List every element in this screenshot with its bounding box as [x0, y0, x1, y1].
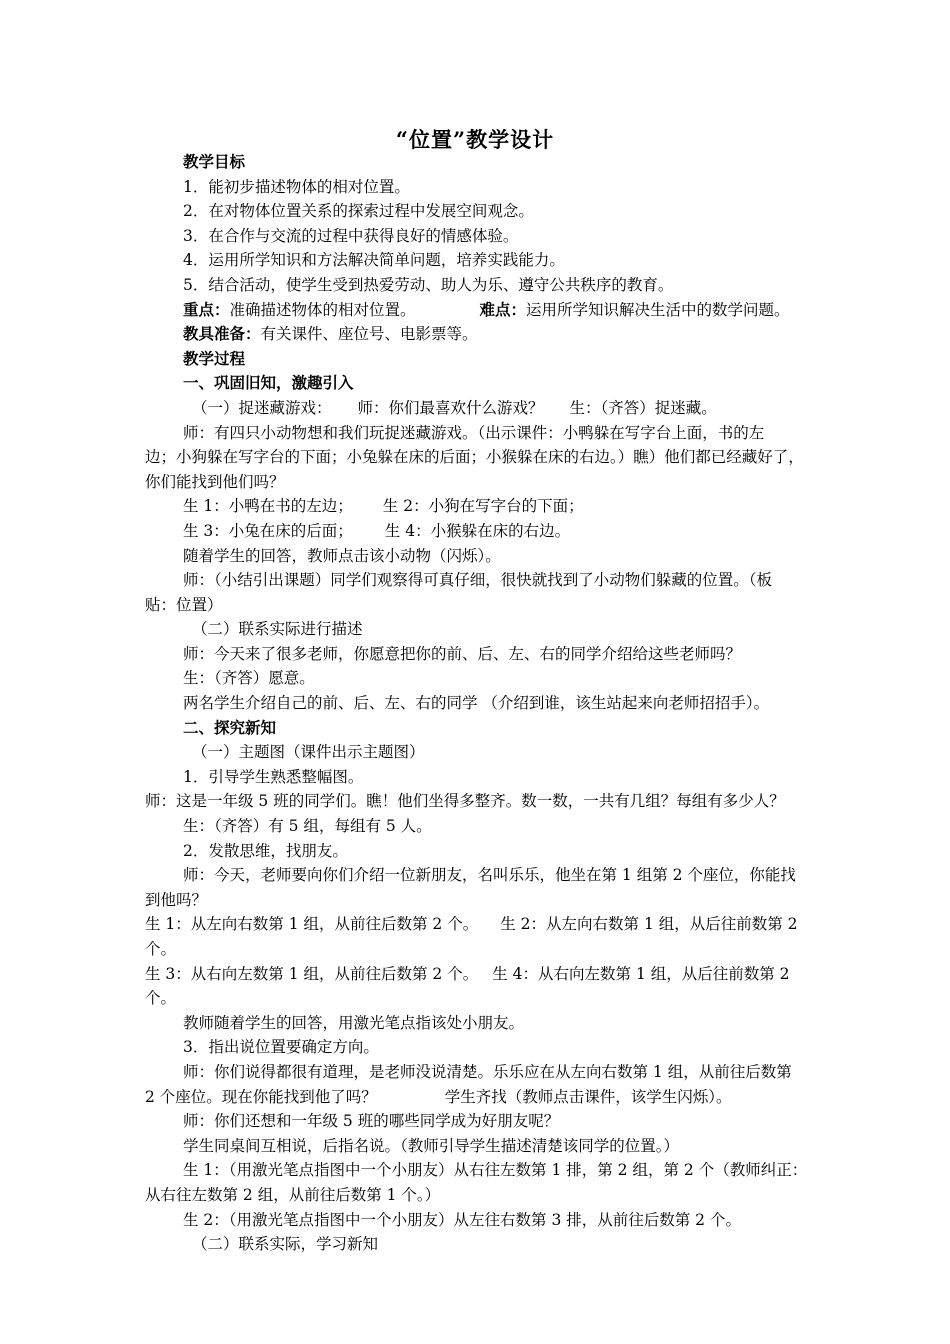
student-answer: 生 3：从右向左数第 1 组，从前往后数第 2 个。 [145, 964, 479, 983]
section-1-heading: 一、巩固旧知，激趣引入 [183, 373, 354, 393]
goal-item: 1．能初步描述物体的相对位置。 [183, 177, 410, 196]
key-label: 重点： [183, 299, 230, 319]
student-answers-row [145, 519, 817, 544]
student-answer: 生：（齐答）捉迷藏。 [569, 398, 717, 417]
goal-item: 4．运用所学知识和方法解决简单问题，培养实践能力。 [183, 251, 565, 270]
student-answer: 生 2：小狗在写字台的下面； [382, 497, 584, 516]
paragraph: 教师随着学生的回答，用激光笔点指该处小朋友。 [183, 1013, 525, 1032]
process-heading: 教学过程 [183, 348, 246, 368]
paragraph: 两名学生介绍自己的前、后、左、右的同学 （介绍到谁，该生站起来向老师招招手）。 [183, 694, 770, 713]
section-2-sub-1: （一）主题图（课件出示主题图） [192, 743, 425, 762]
paragraph: 到他吗？ [145, 890, 208, 909]
teacher-question: 师：你们最喜欢什么游戏？ [357, 398, 544, 417]
paragraph: 师：今天，老师要向你们介绍一位新朋友，名叫乐乐，他坐在第 1 组第 2 个座位，你能找 [183, 866, 796, 885]
paragraph: 贴：位置） [145, 595, 223, 614]
paragraph: 从右往左数第 2 组，从前往后数第 1 个。） [145, 1185, 441, 1204]
prep-line [145, 322, 817, 347]
text-span: 学生齐找（教师点击课件，该学生闪烁）。 [444, 1087, 732, 1106]
prep-text: 有关课件、座位号、电影票等。 [260, 325, 478, 344]
student-answer: 生 2：从左向右数第 1 组，从后往前数第 2 个。 [145, 915, 803, 958]
difficulty-label: 难点： [479, 299, 527, 319]
prep-label: 教具准备： [183, 324, 261, 344]
paragraph: 师：你们还想和一年级 5 班的哪些同学成为好朋友呢？ [183, 1112, 560, 1131]
paragraph: 生：（齐答）愿意。 [183, 669, 315, 688]
paragraph: 你们能找到他们吗？ [145, 472, 285, 491]
student-answers-row [145, 962, 817, 1011]
paragraph: 师：有四只小动物想和我们玩捉迷藏游戏。（出示课件：小鸭躲在写字台上面，书的左 [183, 423, 765, 442]
document-body [145, 150, 817, 1257]
paragraph: 生 2：（用激光笔点指图中一个小朋友）从左往右数第 3 排，从前往后数第 2 个。 [183, 1210, 741, 1229]
goals-heading: 教学目标 [183, 152, 246, 171]
goal-item: 5．结合活动，使学生受到热爱劳动、助人为乐、遵守公共秩序的教育。 [183, 275, 674, 294]
paragraph: 师：这是一年级 5 班的同学们。瞧！他们坐得多整齐。数一数，一共有几组？每组有多少人？ [145, 792, 785, 811]
student-answers-row [145, 494, 817, 519]
paragraph: 边；小狗躲在写字台的下面；小兔躲在床的后面；小猴躲在床的右边。）瞧）他们都已经藏好了， [145, 448, 804, 467]
key-text: 准确描述物体的相对位置。 [229, 300, 416, 319]
paragraph [145, 1085, 817, 1110]
section-2-sub-2: （二）联系实际，学习新知 [192, 1235, 379, 1254]
student-answer: 生 1：小鸭在书的左边； [183, 497, 353, 516]
sub-1-title: （一）捉迷藏游戏： [192, 398, 332, 417]
text-span: 2 个座位。现在你能找到他了吗？ [145, 1087, 377, 1106]
student-answer: 生 4：从右向左数第 1 组，从后往前数第 2 个。 [145, 964, 795, 1008]
paragraph: 师：今天来了很多老师，你愿意把你的前、后、左、右的同学介绍给这些老师吗？ [183, 644, 742, 663]
goal-item: 2．在对物体位置关系的探索过程中发展空间观念。 [183, 202, 534, 221]
paragraph: 学生同桌间互相说，后指名说。（教师引导学生描述清楚该同学的位置。） [183, 1136, 680, 1155]
paragraph: 随着学生的回答，教师点击该小动物（闪烁）。 [183, 546, 501, 565]
paragraph: 师：你们说得都很有道理，是老师没说清楚。乐乐应在从左向右数第 1 组，从前往后数第 [183, 1062, 792, 1081]
goal-item: 3．在合作与交流的过程中获得良好的情感体验。 [183, 226, 519, 245]
section-2-heading: 二、探究新知 [183, 717, 277, 737]
section-1-sub-2: （二）联系实际进行描述 [192, 620, 363, 639]
student-answer: 生 3：小兔在床的后面； [183, 521, 353, 540]
paragraph: 生：（齐答）有 5 组，每组有 5 人。 [183, 817, 432, 836]
paragraph: 师：（小结引出课题）同学们观察得可真仔细，很快就找到了小动物们躲藏的位置。（板 [183, 571, 773, 590]
student-answer: 生 1：从左向右数第 1 组，从前往后数第 2 个。 [145, 915, 479, 934]
document-title: “位置”教学设计 [395, 127, 555, 152]
student-answer: 生 4：小猴躲在床的右边。 [384, 521, 571, 540]
paragraph: 3．指出说位置要确定方向。 [183, 1038, 379, 1057]
paragraph: 2．发散思维，找朋友。 [183, 841, 348, 860]
key-difficulty-line [145, 298, 817, 323]
student-answers-row [145, 912, 817, 961]
section-1-sub-1 [145, 396, 817, 421]
difficulty-text: 运用所学知识解决生活中的数学问题。 [526, 300, 790, 319]
paragraph: 生 1：（用激光笔点指图中一个小朋友）从右往左数第 1 排，第 2 组，第 2 个（教师纠正： [183, 1161, 808, 1180]
paragraph: 1．引导学生熟悉整幅图。 [183, 767, 364, 786]
